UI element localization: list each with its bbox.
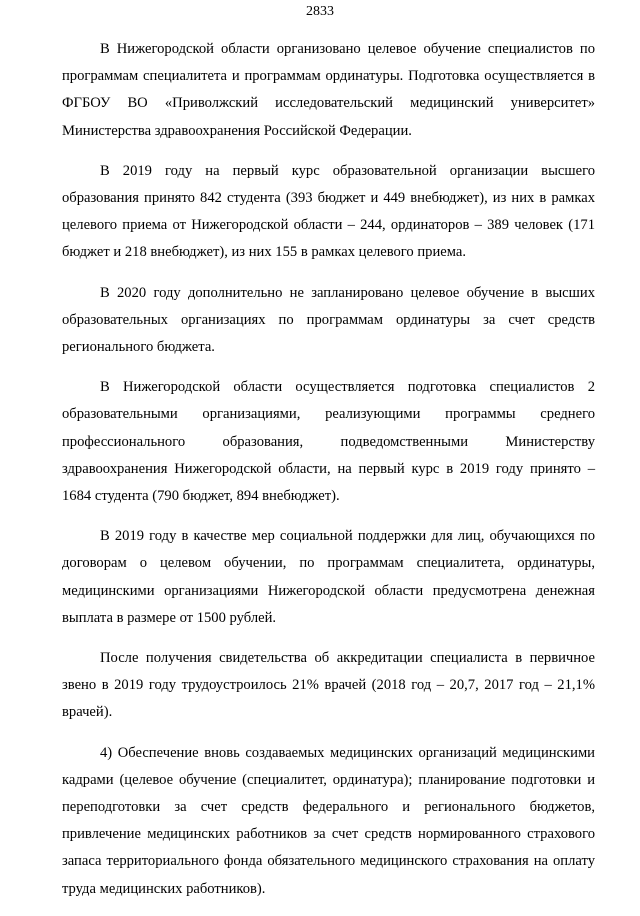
paragraph-2019-admission: В 2019 году на первый курс образовательной организации высшего образования принято 842 студента (393 бюджет и 449 внебюджет), из них в рамках целевого приема от Нижегородской области – 244, ординаторов – 389 человек (171 бюджет и 218 внебюджет), из них 155 в рамках целевого приема.	[62, 162, 595, 261]
paragraph-2020-plan: В 2020 году дополнительно не запланировано целевое обучение в высших образовательных организациях по программам ординатуры за счет средств регионального бюджета.	[62, 284, 595, 356]
paragraph-employment: После получения свидетельства об аккредитации специалиста в первичное звено в 2019 году трудоустроилось 21% врачей (2018 год – 20,7, 2017 год – 21,1% врачей).	[62, 650, 595, 721]
paragraph-staffing-item-4: 4) Обеспечение вновь создаваемых медицинских организаций медицинскими кадрами (целевое обучение (специалитет, ординатура); планирование подготовки и переподготовки за счет средств федерального и регионального бюджетов, привлечение медицинских работников за счет средств нормированного страхового запаса территориального фонда обязательного медицинского страхования на оплату труда медицинских работников).	[62, 744, 595, 897]
paragraph-secondary-education: В Нижегородской области осуществляется подготовка специалистов 2 образовательными организациями, реализующими программы среднего профессионального образования, подведомственными Министерству здравоохранения Нижегородской области, на первый курс в 2019 году принято – 1684 студента (790 бюджет, 894 внебюджет).	[62, 379, 595, 505]
paragraph-targeted-training: В Нижегородской области организовано целевое обучение специалистов по программам специалитета и программам ординатуры. Подготовка осуществляется в ФГБОУ ВО «Приволжский исследовательский медицинский университет» Министерства здравоохранения Российской Федерации.	[62, 41, 595, 139]
paragraph-social-support: В 2019 году в качестве мер социальной поддержки для лиц, обучающихся по договорам о целевом обучении, по программам специалитета, ординатуры, медицинскими организациями Нижегородской области предусмотрена денежная выплата в размере от 1500 рублей.	[62, 528, 595, 626]
document-body	[62, 36, 595, 916]
page-number: 2833	[306, 4, 334, 19]
